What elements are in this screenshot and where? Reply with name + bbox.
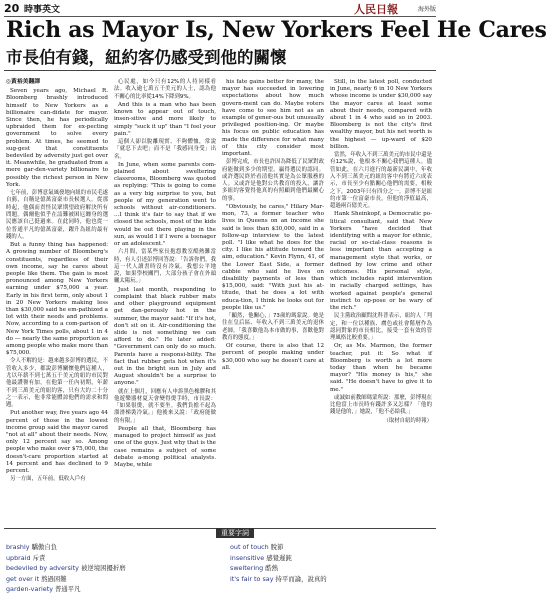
vocabulary-term: get over it (6, 574, 42, 583)
paragraph: Of course, there is also that 12 percent of people making under $30,000 who say he doesn't care at all. (222, 343, 324, 371)
article-column-2 (114, 79, 216, 509)
vocabulary-term: insensitive (230, 553, 267, 562)
vocabulary-translation: 脫節 (270, 543, 284, 551)
paragraph: 就在上個月，回應有人申訴黑色橡膠和其他遊樂器材夏天會變得燙手時，市長說：「如果很燙，就不要坐。我們負擔不起為溜滑梯裝冷氣。」他後來又說：「政府能做的有限。」 (114, 388, 216, 424)
paragraph: Or, as Ms. Marmon, the former teacher, put it: So what if Bloomberg is worth a lot more today than when he became mayor? "His money is his," she said. "He doesn't have to give it to me." (330, 343, 432, 393)
vocabulary-item (6, 574, 206, 585)
article-column-1 (6, 79, 108, 509)
paragraph: 這個人卻以脫離現實、不夠體恤，常說「就忍下去吧」而不是「我感同身受」出名。 (114, 138, 216, 160)
vocabulary-term: out of touch (230, 543, 271, 551)
paragraph: And this is a man who has been known to appear out of touch, insen-sitive and more likely to simply "suck it up" than "I feel your pain." (114, 101, 216, 137)
vocabulary-translation: 普通平凡 (55, 585, 81, 594)
vocabulary-item (6, 584, 206, 595)
paragraph: his fate gains better for many, the mayor has succeeded in lowering expectations about how much govern-ment can do. Maybe voters have come to see him not as an example of gener-ous but unusually privileged position-ing. Or maybe his focus on public education has made the difference for what many of this city consider most important. (222, 79, 324, 158)
headline-english: Rich as Mayor Is, New Yorkers Feel He Cares (6, 17, 547, 43)
vocabulary-item (230, 542, 430, 553)
paragraph: 民主黨政治顧問沈科普表示，紐約人「判定，和一位以種族、膚色或社會階層作為認同對象的市長相比，接受一套有效的管理風格比較重要。」 (330, 313, 432, 342)
vocabulary-title-bar (4, 528, 436, 539)
page-number: 20 (4, 2, 20, 15)
article-column-3 (222, 79, 324, 509)
headline-chinese: 市長伯有錢，紐約客仍感受到他的關懷 (6, 48, 287, 67)
source-note: （取材自紐約時報） (383, 417, 432, 424)
paragraph: "Obviously, he cares," Hilary Mar-mon, 73, a former teacher who lives in Queens on an income she said is less than $30,000, said in a follow-up interview to the latest poll. "I like what he does for the city. I like his attitude toward the aim, education." Kevin Flynn, 41, of the Lower East Side, a former cabbie who said he lives on disability payments of less than $15,000, said: "With just his at-titude, that he does a lot with educa-tion, I think he looks out for people like us." (222, 204, 324, 311)
paragraph: In June, when some parents com-plained about sweltering classrooms, Bloomberg was quoted as replying: "This is going to come as a very big surprise to you, but people of my generation went to schools without air-conditioners. ...I think it's fair to say that if we closed the schools, most of the kids would be out there playing in the sun, as would I if I were a teenager or an adolescent." (114, 161, 216, 248)
vocabulary-term: brashly (6, 543, 32, 551)
vocabulary-box (4, 528, 436, 606)
vocabulary-translation: 感覺遲鈍 (266, 553, 292, 562)
paragraph: 「顯然，他關心，」73歲的瑪蒙說。她是住在皇后區、年收入不到三萬美元的退休老師。「我喜歡他為本市做的事，喜歡他對教育的態度。」 (222, 313, 324, 341)
vocabulary-term: sweltering (230, 564, 266, 573)
vocabulary-translation: 酷熱 (265, 564, 279, 573)
vocabulary-term: it's fair to say (230, 574, 276, 583)
vocabulary-translation: 持平而論，說真的 (275, 574, 327, 583)
paragraph: 另一方面，五年前，低收入戶有 (10, 476, 86, 483)
paragraph: Hank Sheinkopf, a Democratic po-litical consultant, said that New Yorkers "have decided that identifying with a mayor for ethnic, racial or so-cial-class reasons is less important than accepting a management style that works, or defined by low crime and other outcomes. His personal style, which includes rapid intervention in racially charged settings, has worked against people's general instinct to op-pose or be wary of the rich." (330, 211, 432, 312)
headline-divider (4, 70, 436, 71)
paragraph: People all that, Bloomberg has managed to project himself as just one of the guys. Just why that is the case remains a subject of some debate a-mong political analysts. Maybe, while (114, 426, 216, 469)
vocabulary-item (6, 563, 206, 574)
vocabulary-translation: 被逆境困擾折磨 (80, 564, 126, 573)
vocabulary-term: bedeviled by adversity (6, 564, 81, 573)
paragraph: 當然，年收入不到三萬美元的市民中還是有12%說，他根本不關心我們這種人。儘管如此，在六月進行的最新民調中，年收入不到三萬美元的紐約客中有將近六成表示，市長至少有點關心他們的需要，相較之下，2003年只有四分之一。彭博不是紐約市第一位富豪市長，但他的淨值最高，超過兩百億美元。 (330, 152, 432, 210)
vocabulary-term: upbraid (6, 553, 33, 562)
vocabulary-list-left (6, 542, 206, 595)
section-name: 時事英文 (24, 5, 61, 15)
vocabulary-translation: 熬過困難 (41, 574, 67, 583)
vocabulary-item (230, 563, 430, 574)
paragraph: 心民處，如今只有12%的人持同樣看法。收入逾七萬五千美元的人士，認為他不關心的比率從14%下降到9%。 (114, 79, 216, 100)
paragraph: Still, in the latest poll, conducted in June, nearly 6 in 10 New Yorkers whose income is under $30,000 say the mayor cares at least some about their needs, compared with about 1 in 4 who said so in 2003. Bloomberg is not the city's first wealthy mayor, but his net worth is the highest — up-ward of $20 billion. (330, 79, 432, 150)
paragraph: Just last month, responding to complaint that black rubber mats and other playground equipment get dan-gerously hot in the summer, the mayor said: "If it's hot, don't sit on it. Air-conditioning the slide is not something we can afford to do." He later added: "Government can only do so much. Parents have a responsi-bility. The fact that rubber gets hot when it's out in the bright sun in July and August shouldn't be a surprise to anyone." (114, 286, 216, 387)
paragraph: 彭博完成，市長也許因為降低了民眾對政府能做到多少的期望，贏得選民的認同。或許選民終於看清他其實是為公眾服務的人。又或許是他對公共教育的投入，讓許多紐約客覺得他真的有照顧到他們最關心的事。 (222, 159, 324, 202)
paper-logo: 人民日報 (354, 3, 398, 16)
article-column-4 (330, 79, 432, 509)
vocabulary-term: garden-variety (6, 585, 56, 594)
edition-label: 海外版 (417, 6, 436, 13)
vocabulary-translation: 驕傲自負 (31, 543, 58, 551)
page-header (4, 2, 436, 17)
vocabulary-item (6, 553, 206, 564)
paragraph: Seven years ago, Michael R. Bloomberg brashly introduced himself to New Yorkers as a billionaire can-didate for mayor. Since then, he has periodically upbraided them for ex-pecting government to solve every problem. At times, he seemed to sug-gest that constituents bedeviled by adversity just get over it. Meanwhile, he graduated from a mere gar-den-variety billionaire to possibly the richest person in New York. (6, 88, 108, 188)
byline: ◎黃裕美翻譯 (6, 79, 41, 85)
vocabulary-item (230, 553, 430, 564)
vocabulary-translation: 斥責 (32, 553, 46, 562)
paragraph: 或誠如前教師瑪蒙所說：那麼，彭博現在比他當上市長時有錢許多又怎樣？「他的錢是他的，」她說，「他不必給我。」 (330, 394, 432, 416)
paragraph: 六月間，當某些家長抱怨教室酷熱難當時，有人引述彭博回答說：「告訴你們，我這一代人讀書時沒有冷氣。我想公平地說，如果學校關門，大部分孩子會在外頭曬太陽玩。」 (114, 249, 216, 285)
paragraph: Put another way, five years ago 44 percent of those in the lowest income group said the mayor cared "not at all" about their needs. Now, only 12 percent say so. Among people who make over $75,000, the doesn't-care proportion started at 14 percent and has declined to 9 percent. (6, 410, 108, 475)
vocabulary-item (6, 542, 206, 553)
paragraph: 令人不解的是：越來越多彭博的選民，不管收入多少，都說彭博關懷他們這種人，尤以年薪不到七萬五千美元的紐約市民對他最讚譽有加。在他第一任內初期，年薪不到三萬美元的紐約客，只有大約二十分之一表示，他非常能體諒他們的需求和問題。 (6, 358, 108, 409)
paragraph: 七年前，彭博意氣風發地向紐約市民毛遂自薦，自稱是億萬富豪市長候選人。從那時起，他偶而責怪民眾期望政府解決所有問題。偶爾他似乎在詰難被困厄纏身的選民應該自己挺過來。在此同時，他也從一位普通平凡的億萬富豪，躍升為紐約最有錢的人。 (6, 190, 108, 240)
paragraph: But a funny thing has happened: A growing number of Bloomberg's constituents, regardless of their own income, say he cares about people like them. The gain is most pronounced among New Yorkers earning under $75,000 a year. Early in his first term, only about 1 in 20 New Yorkers making less than $30,000 said he em-pathized a lot with their needs and problems. Now, according to a com-parison of New York Times polls, about 1 in 4 do — nearly the same proportion as among people who make more than $75,000. (6, 242, 108, 357)
vocabulary-item (230, 574, 430, 585)
vocabulary-label: 重要字詞 (216, 528, 254, 538)
vocabulary-list-right (230, 542, 430, 584)
